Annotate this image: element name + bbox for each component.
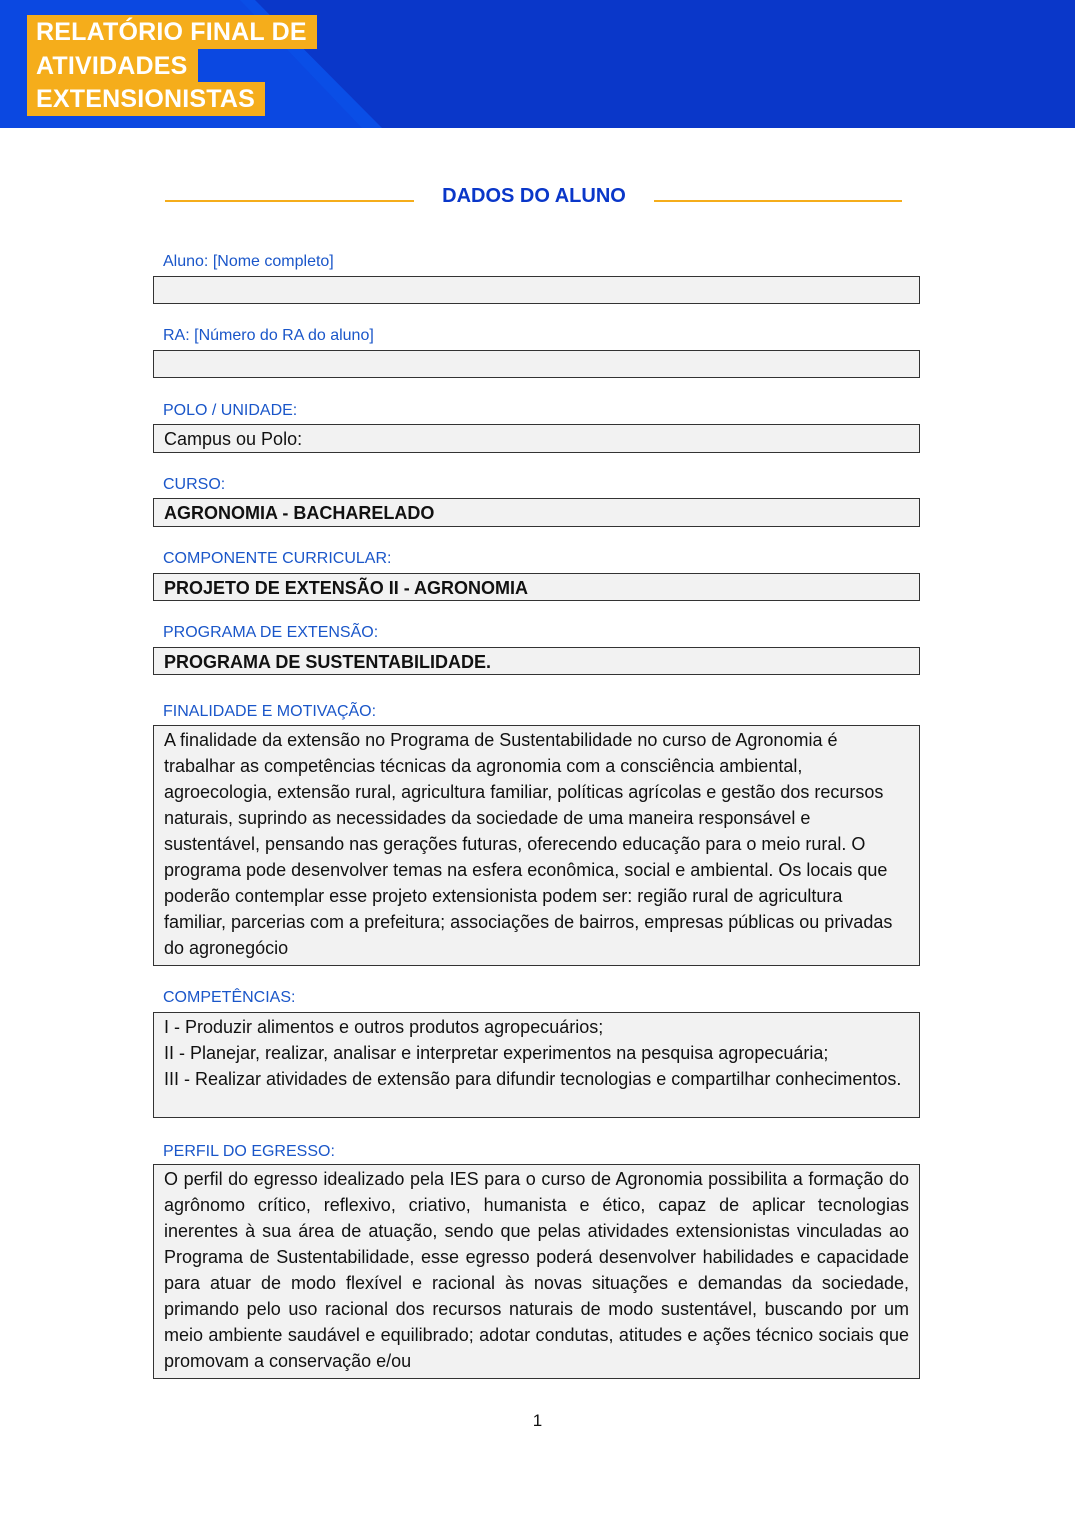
finalidade-label: FINALIDADE E MOTIVAÇÃO: xyxy=(163,703,377,720)
finalidade-field[interactable]: A finalidade da extensão no Programa de Sustentabilidade no curso de Agronomia é trabalhar as competências técnicas da agronomia com a consciência ambiental, agroecologia, extensão rural, agricultura familiar, políticas agrícolas e gestão dos recursos naturais, suprindo as necessidades da sociedade de uma maneira responsável e sustentável, pensando nas gerações futuras, oferecendo educação para o meio rural. O programa pode desenvolver temas na esfera econômica, social e ambiental. Os locais que poderão contemplar esse projeto extensionista podem ser: região rural de agricultura familiar, parcerias com a prefeitura; associações de bairros, empresas públicas ou privadas do agronegócio xyxy=(153,725,920,966)
aluno-label: Aluno: [Nome completo] xyxy=(163,253,334,270)
report-title-line-1: RELATÓRIO FINAL DE xyxy=(27,15,317,49)
polo-field[interactable]: Campus ou Polo: xyxy=(153,424,920,453)
programa-label: PROGRAMA DE EXTENSÃO: xyxy=(163,624,379,641)
report-title-line-2: ATIVIDADES xyxy=(27,49,198,83)
competencia-item: III - Realizar atividades de extensão para difundir tecnologias e compartilhar conhecimentos. xyxy=(164,1069,902,1089)
heading-divider-left xyxy=(165,200,414,202)
competencias-field[interactable] xyxy=(153,1012,920,1118)
report-title-line-3: EXTENSIONISTAS xyxy=(27,82,265,116)
curso-field[interactable]: AGRONOMIA - BACHARELADO xyxy=(153,498,920,527)
aluno-field[interactable] xyxy=(153,276,920,304)
competencias-label: COMPETÊNCIAS: xyxy=(163,989,296,1006)
polo-label: POLO / UNIDADE: xyxy=(163,402,298,419)
section-heading xyxy=(165,183,903,215)
competencia-item: II - Planejar, realizar, analisar e interpretar experimentos na pesquisa agropecuária; xyxy=(164,1043,829,1063)
header-banner xyxy=(0,0,1075,128)
section-title: DADOS DO ALUNO xyxy=(442,185,626,207)
page-number: 1 xyxy=(532,1411,543,1430)
perfil-label: PERFIL DO EGRESSO: xyxy=(163,1143,335,1160)
curso-label: CURSO: xyxy=(163,476,226,493)
heading-divider-right xyxy=(654,200,902,202)
perfil-field[interactable]: O perfil do egresso idealizado pela IES para o curso de Agronomia possibilita a formação do agrônomo crítico, reflexivo, criativo, humanista e ético, capaz de aplicar tecnologias inerentes à sua área de atuação, sendo que pelas atividades extensionistas vinculadas ao Programa de Sustentabilidade, esse egresso poderá desenvolver habilidades e capacidade para atuar de modo flexível e racional às novas situações e demandas da sociedade, primando pelo uso racional dos recursos naturais de modo sustentável, buscando por um meio ambiente saudável e equilibrado; adotar condutas, atitudes e ações técnico sociais que promovam a conservação e/ou xyxy=(153,1164,920,1379)
componente-label: COMPONENTE CURRICULAR: xyxy=(163,550,392,567)
programa-field[interactable]: PROGRAMA DE SUSTENTABILIDADE. xyxy=(153,647,920,675)
ra-label: RA: [Número do RA do aluno] xyxy=(163,327,374,344)
ra-field[interactable] xyxy=(153,350,920,378)
competencia-item: I - Produzir alimentos e outros produtos agropecuários; xyxy=(164,1017,604,1037)
componente-field[interactable]: PROJETO DE EXTENSÃO II - AGRONOMIA xyxy=(153,573,920,601)
